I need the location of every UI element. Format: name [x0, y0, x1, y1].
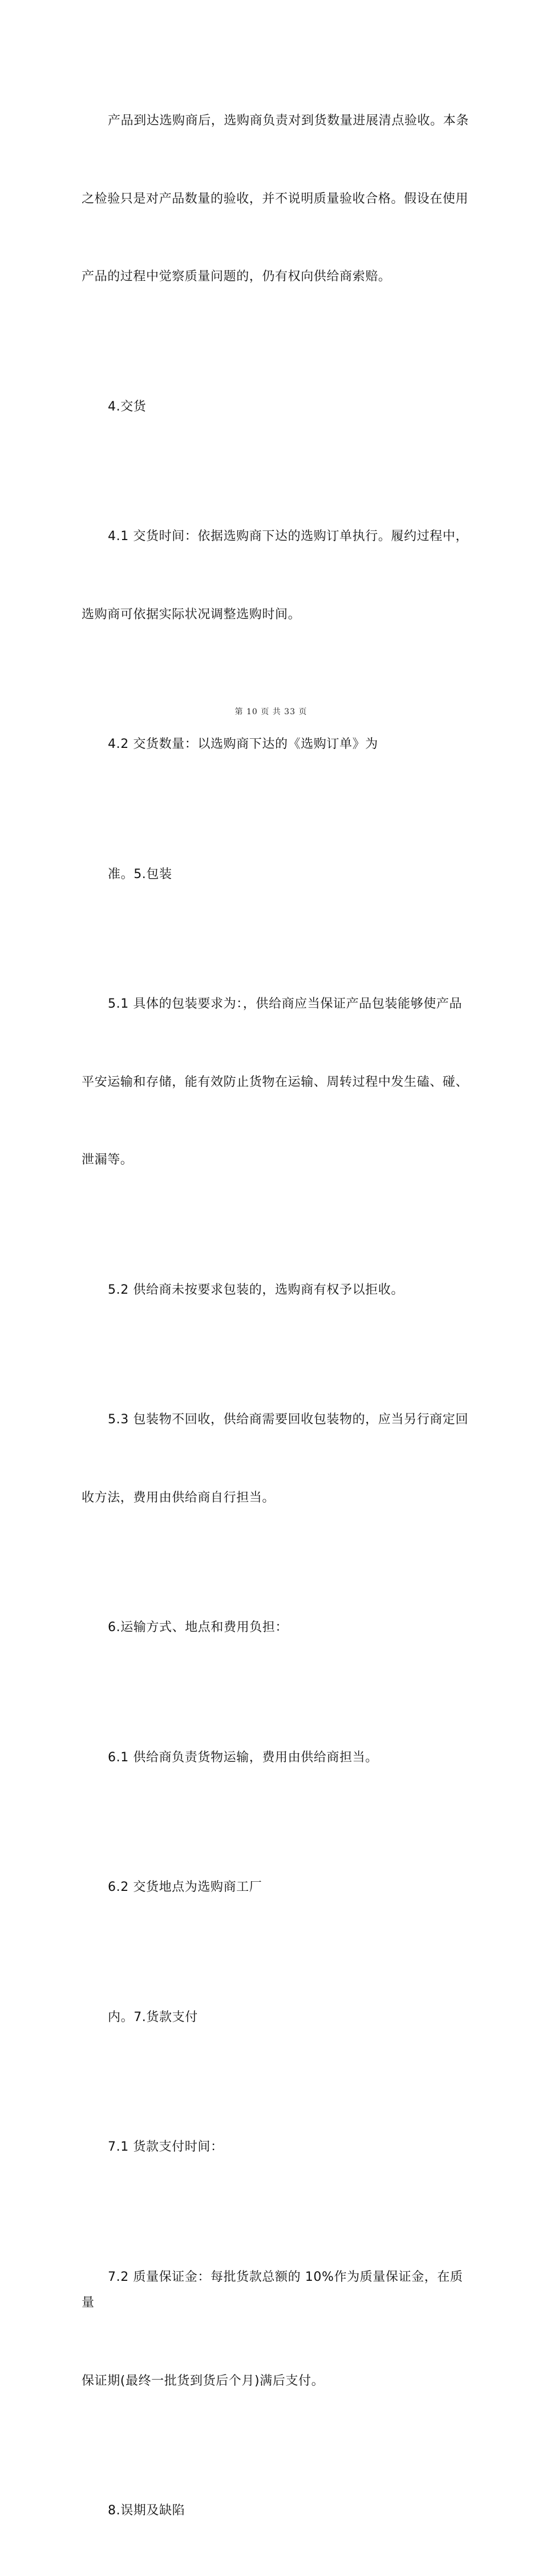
text-line: 泄漏等。 — [82, 1153, 134, 1167]
text-line: 产品的过程中觉察质量问题的，仍有权向供给商索赔。 — [82, 269, 391, 284]
text-line: 选购商可依据实际状况调整选购时间。 — [82, 607, 301, 622]
paragraph-delivery-time — [82, 472, 470, 679]
paragraph-packaging-recycling — [82, 1355, 470, 1563]
text-line: 4.2 交货数量：以选购商下达的《选购订单》为 — [108, 737, 378, 751]
paragraph-delivery-quantity — [82, 679, 470, 810]
text-line: 6.运输方式、地点和费用负担： — [108, 1620, 288, 1635]
text-line: 5.3 包装物不回收，供给商需要回收包装物的，应当另行商定回 — [108, 1412, 468, 1427]
text-line: 5.1 具体的包装要求为：，供给商应当保证产品包装能够使产品 — [108, 997, 462, 1011]
paragraph-payment-time — [82, 2082, 470, 2212]
document-body — [82, 56, 470, 2576]
paragraph-payment-heading — [82, 1953, 470, 2083]
page-footer: 第 10 页 共 33 页 — [234, 707, 308, 717]
text-line: 8.误期及缺陷 — [108, 2503, 185, 2518]
text-line: 6.1 供给商负责货物运输，费用由供给商担当。 — [108, 1750, 378, 1765]
text-line: 4.1 交货时间：依据选购商下达的选购订单执行。履约过程中， — [108, 529, 468, 544]
heading-delivery — [82, 342, 470, 472]
text-line: 内。7.货款支付 — [108, 2010, 198, 2024]
paragraph-packaging-rejection — [82, 1225, 470, 1355]
text-line: 5.2 供给商未按要求包装的，选购商有权予以拒收。 — [108, 1282, 404, 1297]
text-line: 之检验只是对产品数量的验收，并不说明质量验收合格。假设在使用 — [82, 191, 469, 206]
paragraph-transport-cost — [82, 1693, 470, 1823]
text-line: 平安运输和存储，能有效防止货物在运输、周转过程中发生磕、碰、 — [82, 1074, 469, 1089]
text-line: 4.交货 — [108, 399, 147, 414]
text-line: 准。5.包装 — [108, 867, 172, 882]
paragraph-delivery-location — [82, 1822, 470, 1953]
text-line: 6.2 交货地点为选购商工厂 — [108, 1880, 262, 1894]
heading-delay-defects — [82, 2446, 470, 2576]
text-line: 收方法，费用由供给商自行担当。 — [82, 1490, 276, 1505]
paragraph-packaging-heading — [82, 810, 470, 940]
heading-transport — [82, 1563, 470, 1693]
text-line: 产品到达选购商后，选购商负责对到货数量进展清点验收。本条 — [108, 114, 469, 128]
paragraph-packaging-requirements — [82, 939, 470, 1225]
text-line: 7.1 货款支付时间： — [108, 2140, 224, 2154]
paragraph-quality-deposit — [82, 2212, 470, 2446]
paragraph-inspection — [82, 56, 470, 342]
text-line: 保证期(最终一批货到货后个月)满后支付。 — [82, 2373, 325, 2388]
text-line: 7.2 质量保证金：每批货款总额的 10%作为质量保证金，在质量 — [82, 2269, 463, 2310]
